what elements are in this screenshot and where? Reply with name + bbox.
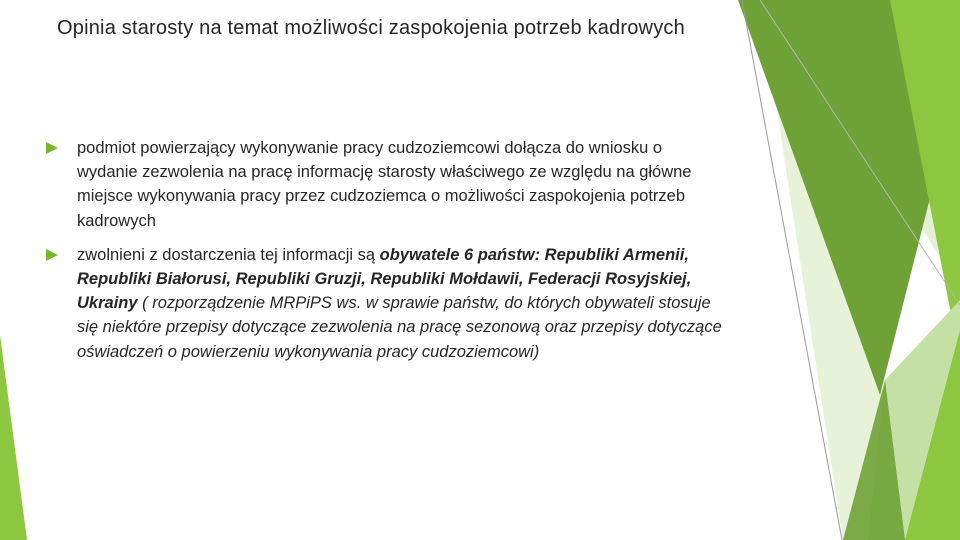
triangle-bullet-icon — [46, 249, 58, 261]
bullet-text-1: podmiot powierzający wykonywanie pracy cudzoziemcowi dołącza do wniosku o wydanie zezwolenia na pracę informację starosty właściwego ze względu na główne miejsce wykonywania pracy przez cudzoziemca o możliwości zaspokojenia potrzeb kadrowych — [77, 139, 692, 230]
bullet-intro-2: zwolnieni z dostarczenia tej informacji są — [77, 245, 380, 264]
bullet-note-2: ( rozporządzenie MRPiPS ws. w sprawie państw, do których obywateli stosuje się niektóre przepisy dotyczące zezwolenia na pracę sezonową oraz przepisy dotyczące oświadczeń o powierzeniu wykonywania pracy cudzoziemcowi) — [77, 294, 722, 361]
bullet-emphasis-2: obywatele 6 państw: Republiki Armenii, Republiki Białorusi, Republiki Gruzji, Republiki Mołdawii, Federacji Rosyjskiej, Ukrainy — [77, 245, 692, 313]
left-green-sliver — [0, 335, 27, 540]
triangle-bullet-icon — [46, 142, 58, 154]
bullet-item-1 — [46, 136, 726, 233]
slide-title: Opinia starosty na temat możliwości zaspokojenia potrzeb kadrowych — [57, 17, 685, 39]
bullet-list — [46, 136, 726, 374]
bullet-item-2 — [46, 243, 726, 364]
